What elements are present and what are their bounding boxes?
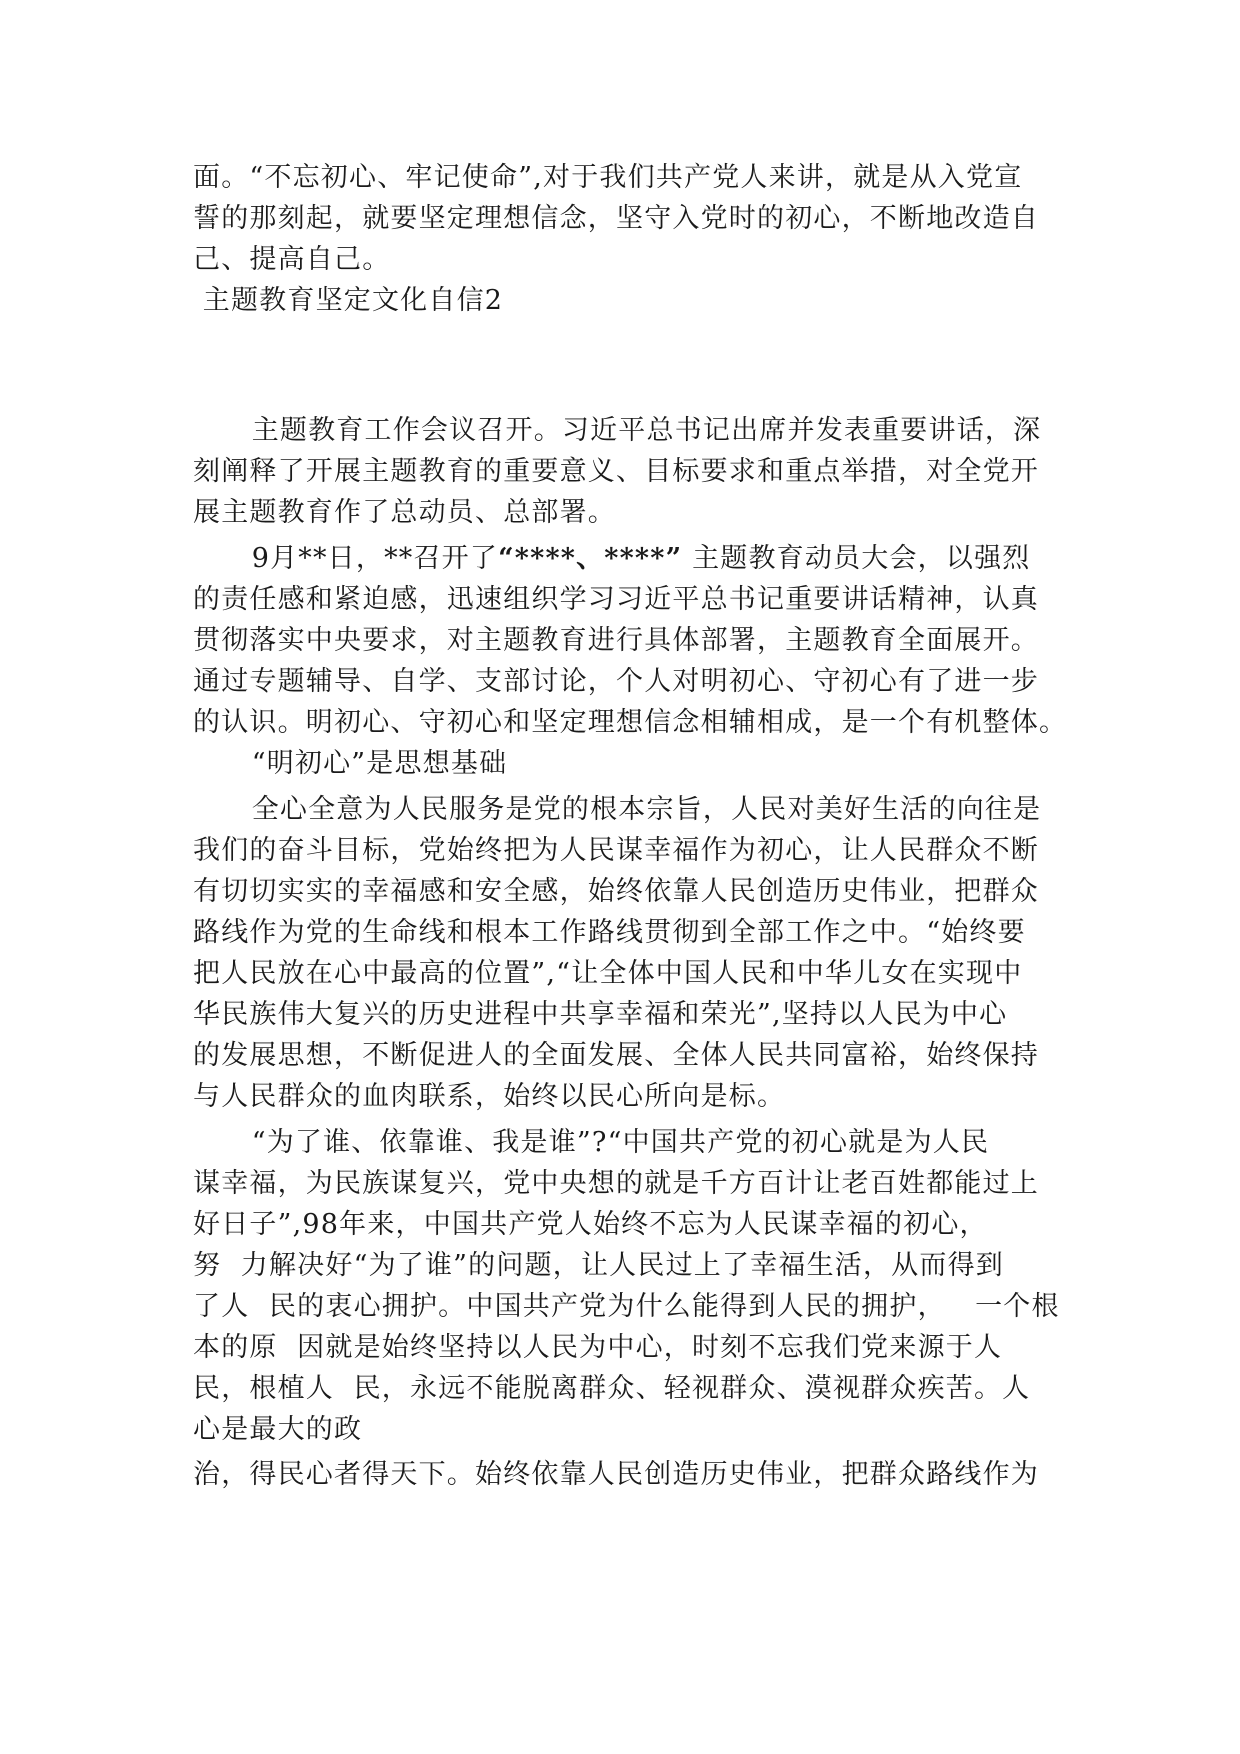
paragraph-line: 的发展思想，不断促进人的全面发展、全体人民共同富裕，始终保持 [193, 1040, 1039, 1071]
paragraph-line: 的认识。明初心、守初心和坚定理想信念相辅相成，是一个有机整体。 [193, 707, 1068, 738]
paragraph-line: 面。“不忘初心、牢记使命”,对于我们共产党人来讲，就是从入党宣 [193, 162, 1023, 193]
paragraph-line: 贯彻落实中央要求，对主题教育进行具体部署，主题教育全面展开。 [193, 625, 1039, 656]
paragraph-line: 心是最大的政 [193, 1414, 363, 1445]
paragraph-line: 刻阐释了开展主题教育的重要意义、目标要求和重点举措，对全党开 [193, 456, 1039, 487]
paragraph-line: 华民族伟大复兴的历史进程中共享幸福和荣光”,坚持以人民为中心 [193, 999, 1008, 1030]
line-text: 9月**日，**召开了 [193, 543, 499, 574]
paragraph-line: 谋幸福，为民族谋复兴，党中央想的就是千方百计让老百姓都能过上 [193, 1168, 1039, 1199]
paragraph-line: 主题教育工作会议召开。习近平总书记出席并发表重要讲话，深 [193, 415, 1042, 446]
paragraph-line: 有切切实实的幸福感和安全感，始终依靠人民创造历史伟业，把群众 [193, 876, 1039, 907]
paragraph-line: 的责任感和紧迫感，迅速组织学习习近平总书记重要讲话精神，认真 [193, 584, 1039, 615]
paragraph-line: 努 力解决好“为了谁”的问题，让人民过上了幸福生活，从而得到 [193, 1250, 1004, 1281]
paragraph-line: 我们的奋斗目标，党始终把为人民谋幸福作为初心，让人民群众不断 [193, 835, 1039, 866]
paragraph-line [193, 541, 1030, 577]
paragraph-line: 把人民放在心中最高的位置”,“让全体中国人民和中华儿女在实现中 [193, 958, 1023, 989]
paragraph-line: 誓的那刻起，就要坚定理想信念，坚守入党时的初心，不断地改造自 [193, 203, 1039, 234]
paragraph-line: 民，根植人 民，永远不能脱离群众、轻视群众、漠视群众疾苦。人 [193, 1373, 1031, 1404]
subheading-line: “明初心”是思想基础 [193, 748, 508, 779]
paragraph-line: 通过专题辅导、自学、支部讨论，个人对明初心、守初心有了进一步 [193, 666, 1039, 697]
paragraph-line: 了人 民的衷心拥护。中国共产党为什么能得到人民的拥护， 一个根 [193, 1291, 1060, 1322]
section-heading: 主题教育坚定文化自信2 [193, 285, 504, 316]
paragraph-line: 全心全意为人民服务是党的根本宗旨，人民对美好生活的向往是 [193, 794, 1042, 825]
paragraph-line: 己、提高自己。 [193, 244, 391, 275]
paragraph-line: 路线作为党的生命线和根本工作路线贯彻到全部工作之中。“始终要 [193, 917, 1026, 948]
paragraph-line: 与人民群众的血肉联系，始终以民心所向是标。 [193, 1081, 786, 1112]
paragraph-line: 展主题教育作了总动员、总部署。 [193, 497, 616, 528]
paragraph-line: “为了谁、依靠谁、我是谁”?“中国共产党的初心就是为人民 [193, 1127, 990, 1158]
line-text: 主题教育动员大会，以强烈 [682, 543, 1031, 574]
paragraph-line: 本的原 因就是始终坚持以人民为中心，时刻不忘我们党来源于人 [193, 1332, 1003, 1363]
paragraph-line: 治，得民心者得天下。始终依靠人民创造历史伟业，把群众路线作为 [193, 1459, 1039, 1490]
emphasis-text: “****、****” [498, 543, 683, 574]
paragraph-line: 好日子”,98年来，中国共产党人始终不忘为人民谋幸福的初心， [193, 1209, 988, 1240]
